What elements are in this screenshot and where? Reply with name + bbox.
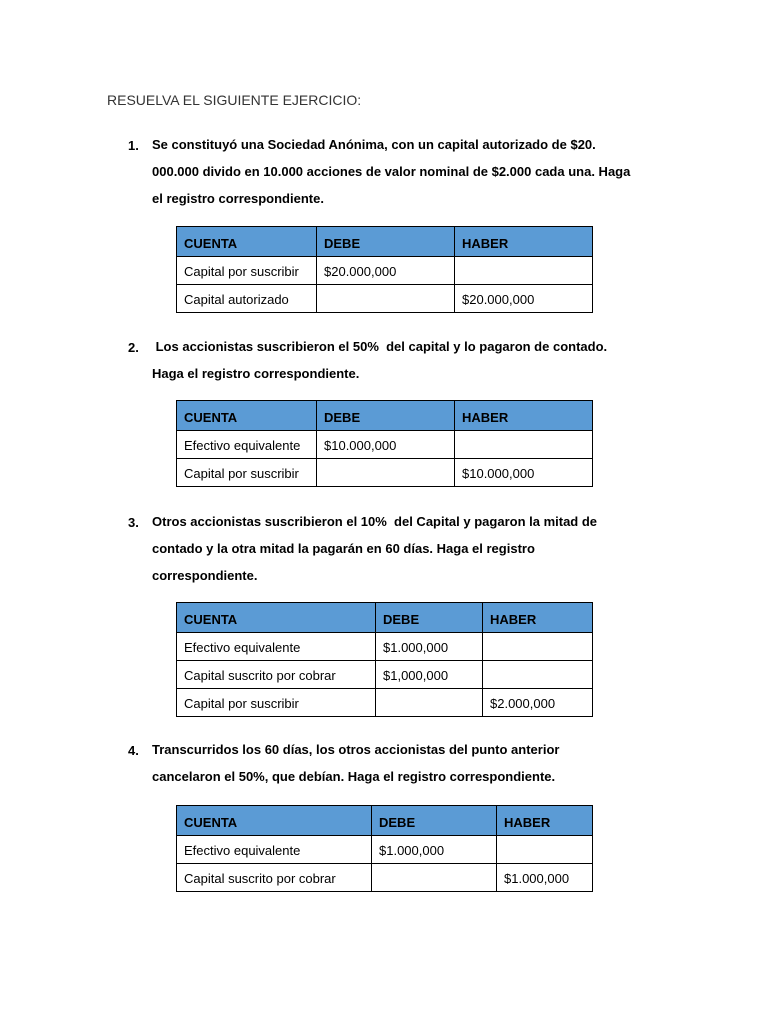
exercise-2-line: Haga el registro correspondiente. xyxy=(152,366,360,381)
exercise-3-line: correspondiente. xyxy=(152,568,258,583)
cell-haber: $1.000,000 xyxy=(497,864,593,892)
exercise-2-text xyxy=(152,333,672,387)
cell-cuenta: Efectivo equivalente xyxy=(177,836,372,864)
cell-cuenta: Capital suscrito por cobrar xyxy=(177,864,372,892)
ledger-table-3 xyxy=(176,602,593,717)
table-header-row xyxy=(177,227,593,257)
cell-cuenta: Capital suscrito por cobrar xyxy=(177,661,376,689)
exercise-3-line: contado y la otra mitad la pagarán en 60 días. Haga el registro xyxy=(152,541,535,556)
cell-debe: $10.000,000 xyxy=(317,431,455,459)
cell-cuenta: Efectivo equivalente xyxy=(177,633,376,661)
cell-debe xyxy=(372,864,497,892)
column-header-debe: DEBE xyxy=(376,603,483,633)
cell-haber xyxy=(497,836,593,864)
table-header-row xyxy=(177,603,593,633)
table-row xyxy=(177,459,593,487)
table-row xyxy=(177,257,593,285)
table-row xyxy=(177,431,593,459)
cell-haber: $2.000,000 xyxy=(483,689,593,717)
exercise-2-number: 2. xyxy=(128,340,139,355)
cell-cuenta: Capital por suscribir xyxy=(177,459,317,487)
column-header-haber: HABER xyxy=(483,603,593,633)
column-header-debe: DEBE xyxy=(317,401,455,431)
table-row xyxy=(177,689,593,717)
cell-debe xyxy=(317,285,455,313)
table-header-row xyxy=(177,806,593,836)
cell-haber xyxy=(455,431,593,459)
cell-haber xyxy=(483,633,593,661)
exercise-3-number: 3. xyxy=(128,515,139,530)
exercise-1-line: el registro correspondiente. xyxy=(152,191,324,206)
exercise-1-text xyxy=(152,131,672,212)
ledger-table-1 xyxy=(176,226,593,313)
table-row xyxy=(177,836,593,864)
ledger-table-2 xyxy=(176,400,593,487)
cell-haber: $20.000,000 xyxy=(455,285,593,313)
cell-cuenta: Efectivo equivalente xyxy=(177,431,317,459)
table-row xyxy=(177,285,593,313)
table-row xyxy=(177,864,593,892)
exercise-1-number: 1. xyxy=(128,138,139,153)
cell-haber xyxy=(483,661,593,689)
column-header-debe: DEBE xyxy=(372,806,497,836)
exercise-1-line: Se constituyó una Sociedad Anónima, con un capital autorizado de $20. xyxy=(152,137,596,152)
cell-haber: $10.000,000 xyxy=(455,459,593,487)
exercise-1-line: 000.000 divido en 10.000 acciones de valor nominal de $2.000 cada una. Haga xyxy=(152,164,631,179)
column-header-cuenta: CUENTA xyxy=(177,806,372,836)
exercise-heading: RESUELVA EL SIGUIENTE EJERCICIO: xyxy=(107,92,362,108)
cell-debe: $1.000,000 xyxy=(372,836,497,864)
table-header-row xyxy=(177,401,593,431)
exercise-4-line: Transcurridos los 60 días, los otros accionistas del punto anterior xyxy=(152,742,560,757)
cell-cuenta: Capital por suscribir xyxy=(177,257,317,285)
column-header-cuenta: CUENTA xyxy=(177,227,317,257)
column-header-haber: HABER xyxy=(455,227,593,257)
cell-debe: $1.000,000 xyxy=(376,633,483,661)
cell-debe: $1,000,000 xyxy=(376,661,483,689)
exercise-4-text xyxy=(152,736,672,790)
exercise-2-line: Los accionistas suscribieron el 50% del capital y lo pagaron de contado. xyxy=(152,339,608,354)
cell-debe xyxy=(317,459,455,487)
cell-haber xyxy=(455,257,593,285)
column-header-haber: HABER xyxy=(497,806,593,836)
column-header-haber: HABER xyxy=(455,401,593,431)
exercise-4-line: cancelaron el 50%, que debían. Haga el registro correspondiente. xyxy=(152,769,556,784)
cell-cuenta: Capital por suscribir xyxy=(177,689,376,717)
exercise-3-text xyxy=(152,508,672,589)
cell-debe xyxy=(376,689,483,717)
cell-cuenta: Capital autorizado xyxy=(177,285,317,313)
ledger-table-4 xyxy=(176,805,593,892)
table-row xyxy=(177,633,593,661)
column-header-cuenta: CUENTA xyxy=(177,401,317,431)
cell-debe: $20.000,000 xyxy=(317,257,455,285)
table-row xyxy=(177,661,593,689)
column-header-debe: DEBE xyxy=(317,227,455,257)
column-header-cuenta: CUENTA xyxy=(177,603,376,633)
exercise-4-number: 4. xyxy=(128,743,139,758)
exercise-3-line: Otros accionistas suscribieron el 10% del Capital y pagaron la mitad de xyxy=(152,514,598,529)
